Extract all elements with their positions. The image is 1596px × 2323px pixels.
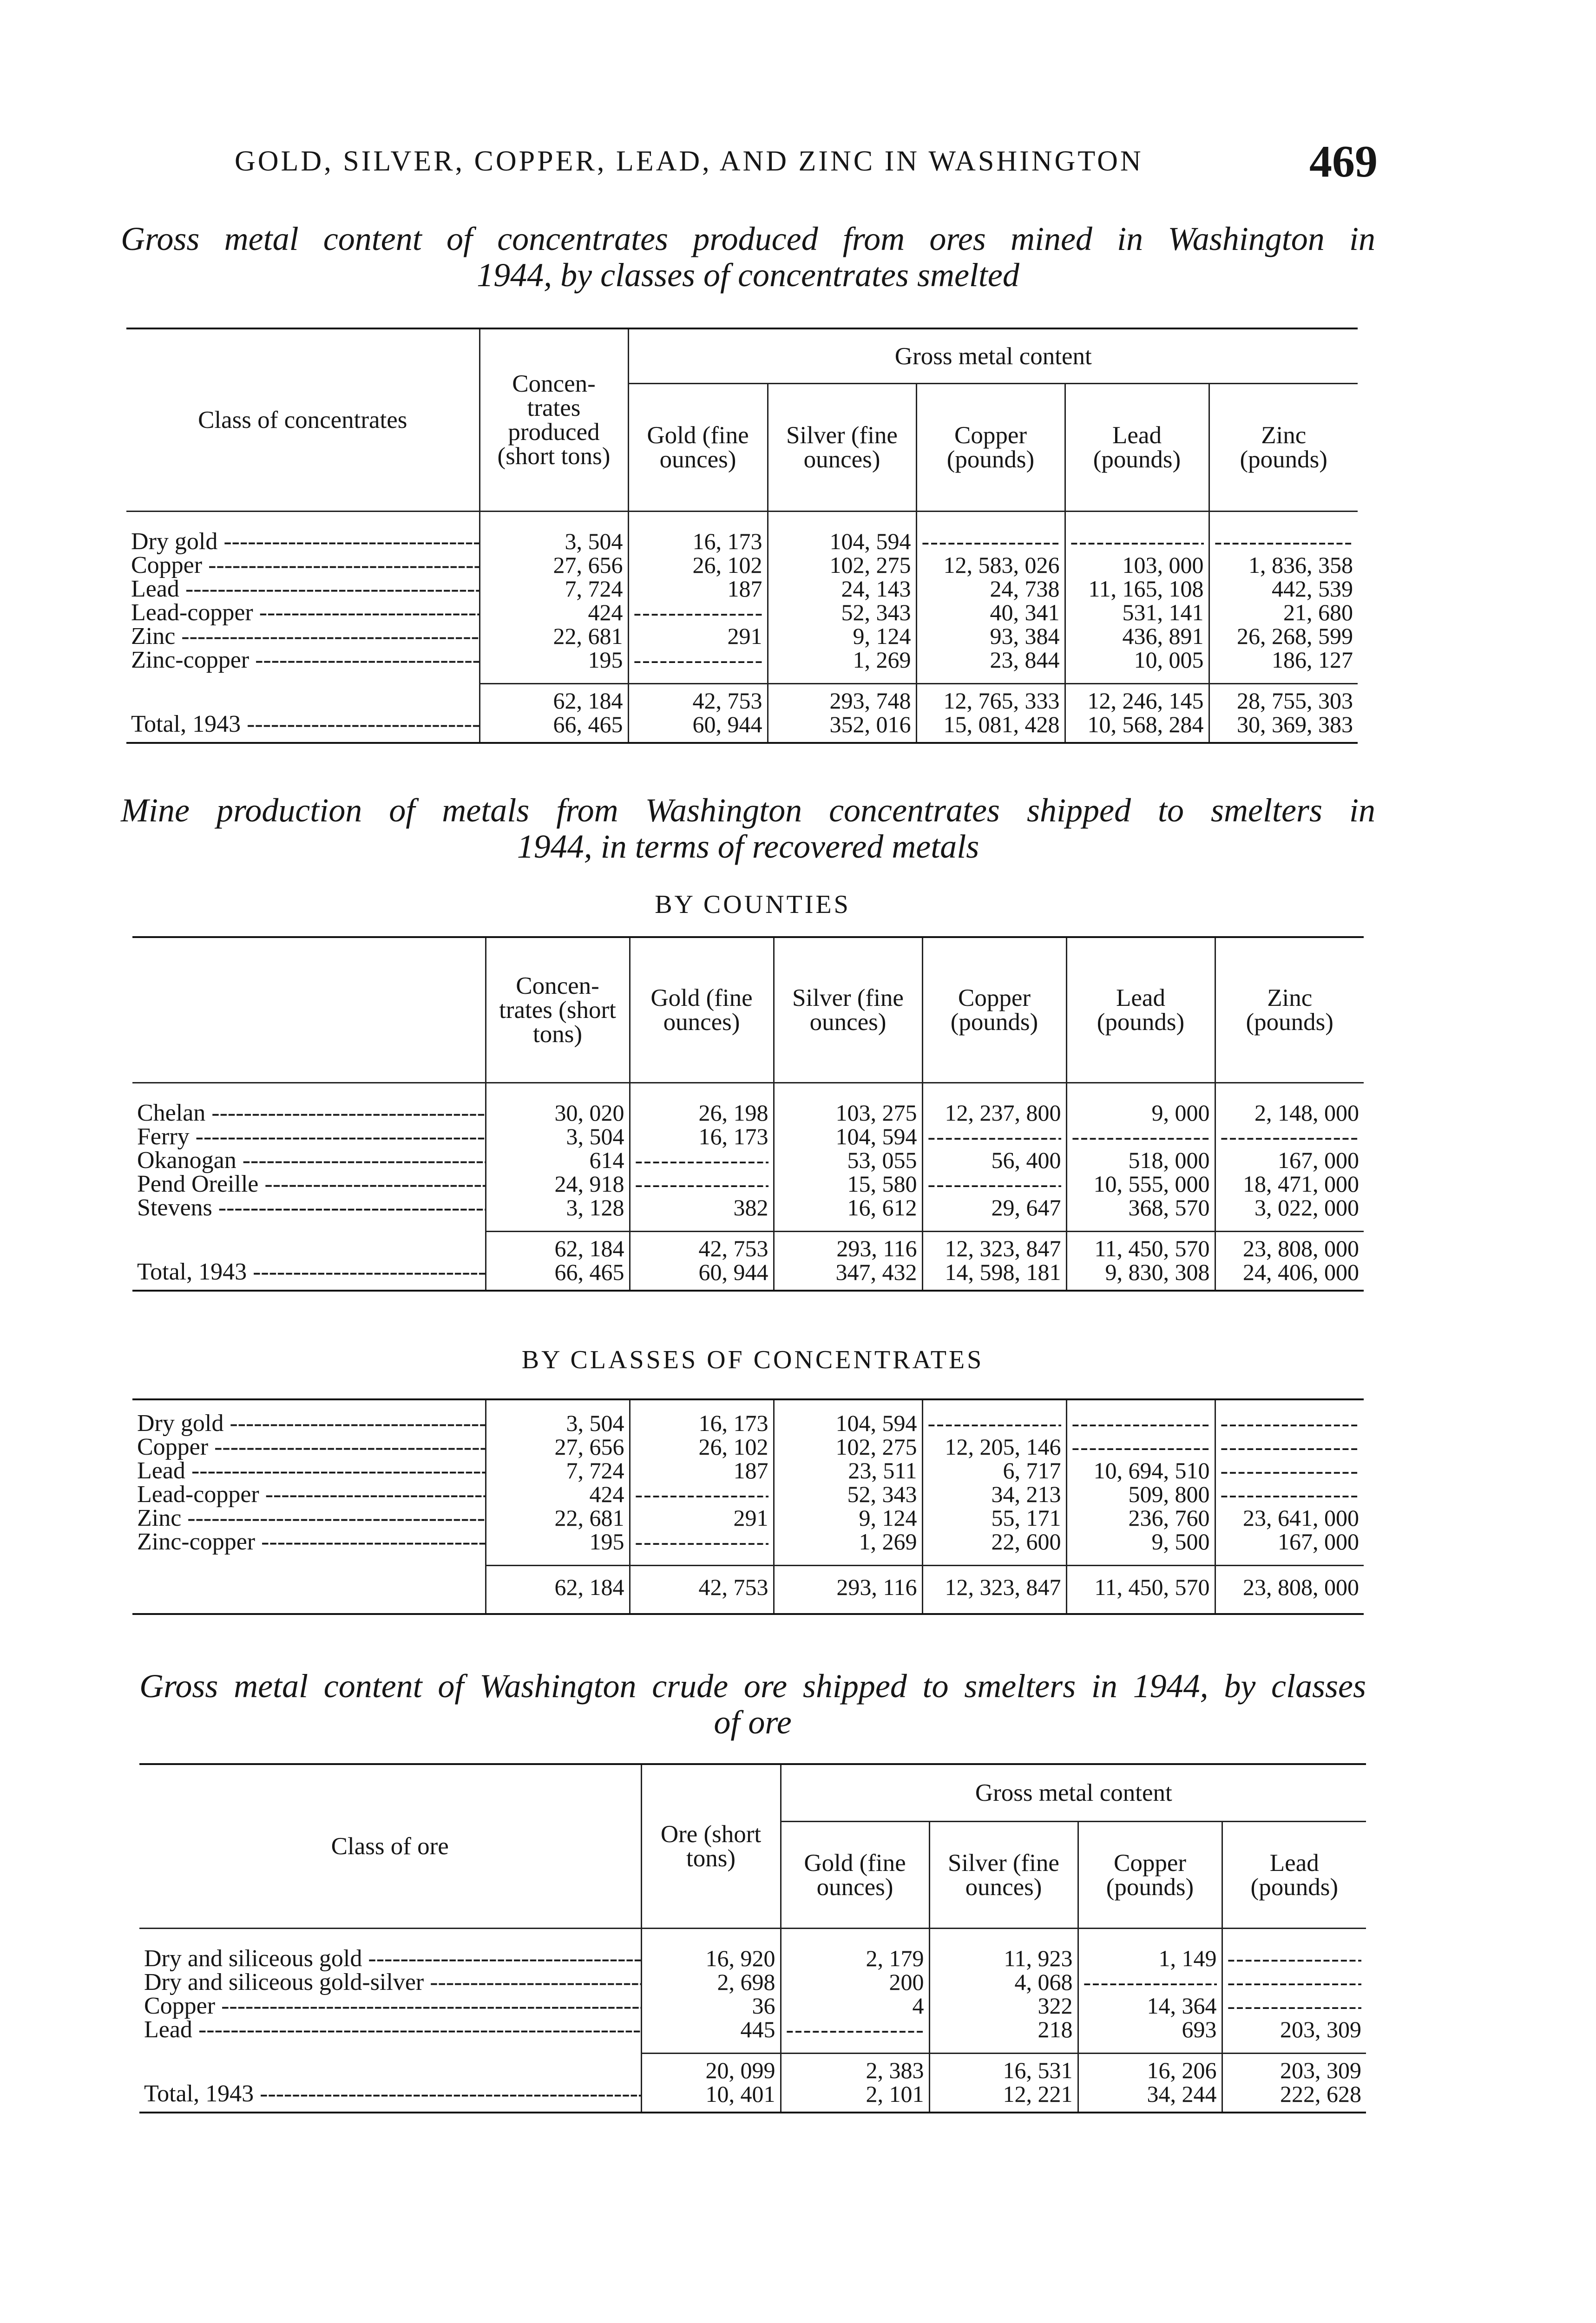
cell-value: 12, 237, 800 <box>945 1100 1061 1126</box>
cell-value: 12, 765, 333 <box>943 688 1060 714</box>
cell-value: 104, 594 <box>835 1123 917 1149</box>
table1-labels <box>126 512 479 684</box>
cell-value: 2, 179 <box>866 1945 924 1971</box>
table3-caption-line2: of ore <box>714 1704 792 1741</box>
row-label: Dry gold ----- <box>131 530 474 553</box>
total-1943-label: Total, 1943 ----- <box>144 2082 636 2106</box>
cell-value: 11, 165, 108 <box>1088 576 1204 602</box>
cell-value: 18, 471, 000 <box>1243 1171 1359 1197</box>
table2-county-labels <box>132 1083 486 1232</box>
table1-total-zinc <box>1209 684 1358 743</box>
table3-body <box>139 1929 1366 2054</box>
cell-value: 16, 206 <box>1147 2057 1217 2083</box>
cell-value: 26, 268, 599 <box>1237 623 1353 649</box>
table2-class-labels <box>132 1399 486 1566</box>
table2c-total-tons: 62, 184 <box>486 1566 630 1614</box>
table2-copper-col <box>922 1083 1066 1232</box>
cell-value: 42, 753 <box>698 1235 768 1261</box>
cell-value: 29, 647 <box>991 1194 1061 1221</box>
table2-total-copper <box>922 1232 1066 1291</box>
cell-value: 12, 221 <box>1003 2081 1073 2107</box>
cell-value: 614 <box>589 1147 624 1173</box>
cell-value: 16, 612 <box>847 1194 917 1221</box>
table3-col-lead: Lead (pounds) <box>1222 1822 1366 1929</box>
table2c-gold-col <box>630 1399 774 1566</box>
table2-total-tons <box>486 1232 630 1291</box>
table3 <box>139 1763 1366 2113</box>
empty-cell <box>1084 1970 1217 1994</box>
cell-value: 16, 920 <box>705 1945 775 1971</box>
table1-zinc-col <box>1209 512 1358 684</box>
cell-value: 7, 724 <box>565 576 623 602</box>
cell-value: 291 <box>733 1505 768 1531</box>
cell-value: 445 <box>740 2016 775 2042</box>
cell-value: 24, 738 <box>990 576 1060 602</box>
table1 <box>126 328 1358 744</box>
cell-value: 7, 724 <box>566 1457 624 1483</box>
table1-body <box>126 512 1358 684</box>
cell-value: 3, 128 <box>566 1194 624 1221</box>
cell-value: 12, 246, 145 <box>1087 688 1204 714</box>
table3-total-copper <box>1078 2054 1222 2113</box>
cell-value: 62, 184 <box>553 688 623 714</box>
county-label: Ferry ----- <box>137 1125 480 1148</box>
table1-gold-col <box>628 512 768 684</box>
cell-value: 2, 101 <box>866 2081 924 2107</box>
cell-value: 16, 173 <box>698 1410 768 1436</box>
empty-cell <box>1221 1435 1360 1459</box>
empty-cell <box>1221 1483 1360 1506</box>
table2-col-produced: Concen- trates (short tons) <box>486 937 630 1083</box>
table2-total-zinc <box>1215 1232 1364 1291</box>
empty-cell <box>634 601 762 624</box>
table1-caption <box>121 221 1375 293</box>
page-number: 469 <box>1309 137 1378 187</box>
table2-header-row <box>132 937 1364 1083</box>
page-header <box>235 136 1378 191</box>
cell-value: 4, 068 <box>1014 1969 1073 1995</box>
table2c-silver-col <box>774 1399 922 1566</box>
cell-value: 93, 384 <box>990 623 1060 649</box>
table2-total-lead <box>1066 1232 1215 1291</box>
table1-group-header: Gross metal content <box>628 328 1358 384</box>
empty-cell <box>1071 530 1204 553</box>
cell-value: 10, 555, 000 <box>1093 1171 1210 1197</box>
table2c-total-gold: 42, 753 <box>630 1566 774 1614</box>
empty-cell <box>635 1483 768 1506</box>
table3-header-row <box>139 1764 1366 1822</box>
class-label: Zinc-copper ----- <box>137 1530 480 1554</box>
table1-col-gold: Gold (fine ounces) <box>628 384 768 512</box>
cell-value: 22, 681 <box>553 623 623 649</box>
table2-total-gold <box>630 1232 774 1291</box>
cell-value: 9, 124 <box>853 623 911 649</box>
cell-value: 693 <box>1182 2016 1217 2042</box>
empty-cell <box>1221 1459 1360 1483</box>
table1-col-lead: Lead (pounds) <box>1065 384 1209 512</box>
cell-value: 15, 580 <box>847 1171 917 1197</box>
empty-cell <box>1072 1411 1210 1435</box>
row-label: Zinc-copper ----- <box>131 648 474 672</box>
cell-value: 15, 081, 428 <box>943 711 1060 737</box>
cell-value: 222, 628 <box>1280 2081 1362 2107</box>
table2-tons-col <box>486 1083 630 1232</box>
cell-value: 36 <box>752 1993 775 2019</box>
subhead-by-counties: BY COUNTIES <box>655 890 851 919</box>
empty-cell <box>1072 1435 1210 1459</box>
cell-value: 531, 141 <box>1122 599 1204 625</box>
cell-value: 6, 717 <box>1003 1457 1061 1483</box>
empty-cell <box>786 2018 924 2041</box>
cell-value: 2, 148, 000 <box>1254 1100 1359 1126</box>
cell-value: 11, 450, 570 <box>1094 1235 1210 1261</box>
cell-value: 382 <box>733 1194 768 1221</box>
row-label: Copper ----- <box>144 1994 636 2018</box>
cell-value: 167, 000 <box>1278 1147 1359 1173</box>
cell-value: 436, 891 <box>1122 623 1204 649</box>
subhead-by-classes: BY CLASSES OF CONCENTRATES <box>521 1345 984 1374</box>
table2-total-labels <box>132 1232 486 1291</box>
table2c-total-lead: 11, 450, 570 <box>1066 1566 1215 1614</box>
cell-value: 26, 102 <box>698 1434 768 1460</box>
cell-value: 14, 364 <box>1147 1993 1217 2019</box>
cell-value: 3, 504 <box>566 1123 624 1149</box>
table2c-copper-col <box>922 1399 1066 1566</box>
table3-group-header: Gross metal content <box>781 1764 1366 1822</box>
cell-value: 34, 213 <box>991 1481 1061 1507</box>
cell-value: 186, 127 <box>1272 647 1353 673</box>
cell-value: 9, 500 <box>1151 1529 1210 1555</box>
empty-cell <box>1221 1411 1360 1435</box>
cell-value: 26, 198 <box>698 1100 768 1126</box>
table2-caption-line1: Mine production of metals from Washington concentrates shipped to smelters in <box>121 792 1375 829</box>
table3-total-silver <box>929 2054 1078 2113</box>
running-title: GOLD, SILVER, COPPER, LEAD, AND ZINC IN WASHINGTON <box>235 145 1143 177</box>
row-label: Lead-copper ----- <box>131 601 474 624</box>
cell-value: 352, 016 <box>829 711 911 737</box>
cell-value: 102, 275 <box>829 552 911 578</box>
table2-gold-col <box>630 1083 774 1232</box>
table3-tons-col <box>641 1929 781 2054</box>
cell-value: 195 <box>588 647 623 673</box>
cell-value: 10, 401 <box>705 2081 775 2107</box>
cell-value: 424 <box>588 599 623 625</box>
cell-value: 55, 171 <box>991 1505 1061 1531</box>
table1-col-silver: Silver (fine ounces) <box>768 384 916 512</box>
cell-value: 42, 753 <box>692 688 762 714</box>
table3-col-ore: Ore (short tons) <box>641 1764 781 1929</box>
table1-silver-col <box>768 512 916 684</box>
cell-value: 66, 465 <box>554 1259 624 1285</box>
county-label: Okanogan ----- <box>137 1148 480 1172</box>
cell-value: 203, 309 <box>1280 2016 1362 2042</box>
table2-classes <box>132 1398 1364 1615</box>
table1-col-copper: Copper (pounds) <box>916 384 1065 512</box>
cell-value: 12, 323, 847 <box>945 1235 1061 1261</box>
cell-value: 187 <box>727 576 762 602</box>
total-1943-label: Total, 1943 ----- <box>137 1260 480 1284</box>
table3-total-gold <box>781 2054 929 2113</box>
cell-value: 3, 504 <box>565 528 623 554</box>
table3-total-labels <box>139 2054 641 2113</box>
table3-col-copper: Copper (pounds) <box>1078 1822 1222 1929</box>
table2c-lead-col <box>1066 1399 1215 1566</box>
table2-counties-body <box>132 1083 1364 1232</box>
cell-value: 2, 698 <box>717 1969 775 1995</box>
cell-value: 52, 343 <box>841 599 911 625</box>
cell-value: 34, 244 <box>1147 2081 1217 2107</box>
cell-value: 293, 116 <box>836 1235 917 1261</box>
table2-col-silver: Silver (fine ounces) <box>774 937 922 1083</box>
table3-labels <box>139 1929 641 2054</box>
cell-value: 22, 600 <box>991 1529 1061 1555</box>
cell-value: 23, 641, 000 <box>1243 1505 1359 1531</box>
empty-cell <box>1228 1994 1362 2018</box>
empty-cell <box>1228 1970 1362 1994</box>
table1-total-silver <box>768 684 916 743</box>
cell-value: 23, 844 <box>990 647 1060 673</box>
table1-total-tons <box>479 684 628 743</box>
cell-value: 16, 173 <box>692 528 762 554</box>
table2-silver-col <box>774 1083 922 1232</box>
table3-lead-col <box>1222 1929 1366 2054</box>
table2-counties-total-rows <box>132 1232 1364 1291</box>
cell-value: 322 <box>1038 1993 1073 2019</box>
cell-value: 1, 269 <box>859 1529 917 1555</box>
cell-value: 30, 369, 383 <box>1237 711 1353 737</box>
cell-value: 26, 102 <box>692 552 762 578</box>
table2c-tons-col <box>486 1399 630 1566</box>
table3-col-silver: Silver (fine ounces) <box>929 1822 1078 1929</box>
total-1943-label: Total, 1943 ----- <box>131 712 474 736</box>
cell-value: 40, 341 <box>990 599 1060 625</box>
cell-value: 66, 465 <box>553 711 623 737</box>
cell-value: 12, 205, 146 <box>945 1434 1061 1460</box>
cell-value: 103, 275 <box>835 1100 917 1126</box>
cell-value: 291 <box>727 623 762 649</box>
table1-total-gold <box>628 684 768 743</box>
cell-value: 2, 383 <box>866 2057 924 2083</box>
empty-cell <box>635 1148 768 1172</box>
table1-lead-col <box>1065 512 1209 684</box>
class-label: Zinc ----- <box>137 1506 480 1530</box>
table1-total-rows <box>126 684 1358 743</box>
table2-caption-line2: 1944, in terms of recovered metals <box>517 828 979 865</box>
cell-value: 30, 020 <box>554 1100 624 1126</box>
cell-value: 187 <box>733 1457 768 1483</box>
cell-value: 21, 680 <box>1283 599 1353 625</box>
cell-value: 28, 755, 303 <box>1237 688 1353 714</box>
cell-value: 236, 760 <box>1128 1505 1210 1531</box>
cell-value: 20, 099 <box>705 2057 775 2083</box>
row-label: Zinc ----- <box>131 624 474 648</box>
cell-value: 11, 923 <box>1004 1945 1073 1971</box>
cell-value: 56, 400 <box>991 1147 1061 1173</box>
table1-total-lead <box>1065 684 1209 743</box>
cell-value: 3, 504 <box>566 1410 624 1436</box>
table1-caption-line2: 1944, by classes of concentrates smelted <box>477 256 1019 294</box>
table1-col-class: Class of concentrates <box>126 328 479 512</box>
table1-col-produced: Concen- trates produced (short tons) <box>479 328 628 512</box>
cell-value: 24, 406, 000 <box>1243 1259 1359 1285</box>
cell-value: 62, 184 <box>554 1235 624 1261</box>
table2c-total-label <box>132 1566 486 1614</box>
cell-value: 509, 800 <box>1128 1481 1210 1507</box>
county-label: Pend Oreille ----- <box>137 1172 480 1196</box>
table1-total-labels <box>126 684 479 743</box>
table1-total-copper <box>916 684 1065 743</box>
cell-value: 9, 000 <box>1151 1100 1210 1126</box>
cell-value: 10, 005 <box>1134 647 1204 673</box>
table1-col-zinc: Zinc (pounds) <box>1209 384 1358 512</box>
table3-total-lead <box>1222 2054 1366 2113</box>
table2-col-copper: Copper (pounds) <box>922 937 1066 1083</box>
cell-value: 23, 808, 000 <box>1243 1235 1359 1261</box>
cell-value: 22, 681 <box>554 1505 624 1531</box>
row-label: Copper ----- <box>131 553 474 577</box>
table2-col-class <box>132 937 486 1083</box>
cell-value: 102, 275 <box>835 1434 917 1460</box>
cell-value: 104, 594 <box>829 528 911 554</box>
cell-value: 1, 149 <box>1158 1945 1217 1971</box>
table2c-total-silver: 293, 116 <box>774 1566 922 1614</box>
table2-classes-total-row <box>132 1566 1364 1614</box>
cell-value: 103, 000 <box>1122 552 1204 578</box>
empty-cell <box>634 648 762 672</box>
cell-value: 12, 583, 026 <box>943 552 1060 578</box>
table2-total-silver <box>774 1232 922 1291</box>
table1-header-row <box>126 328 1358 384</box>
table3-copper-col <box>1078 1929 1222 2054</box>
cell-value: 195 <box>589 1529 624 1555</box>
table3-gold-col <box>781 1929 929 2054</box>
table3-col-gold: Gold (fine ounces) <box>781 1822 929 1929</box>
empty-cell <box>928 1411 1061 1435</box>
cell-value: 518, 000 <box>1128 1147 1210 1173</box>
table2-zinc-col <box>1215 1083 1364 1232</box>
cell-value: 24, 143 <box>841 576 911 602</box>
row-label: Dry and siliceous gold-silver ----- <box>144 1970 636 1994</box>
table2-classes-body <box>132 1399 1364 1566</box>
cell-value: 53, 055 <box>847 1147 917 1173</box>
table1-copper-col <box>916 512 1065 684</box>
cell-value: 9, 124 <box>859 1505 917 1531</box>
cell-value: 203, 309 <box>1280 2057 1362 2083</box>
table3-caption-line1: Gross metal content of Washington crude ore shipped to smelters in 1944, by classes <box>139 1667 1366 1705</box>
county-label: Stevens ----- <box>137 1196 480 1220</box>
empty-cell <box>1228 1947 1362 1970</box>
table3-silver-col <box>929 1929 1078 2054</box>
cell-value: 10, 694, 510 <box>1093 1457 1210 1483</box>
table2-caption <box>121 792 1375 865</box>
empty-cell <box>635 1530 768 1554</box>
cell-value: 368, 570 <box>1128 1194 1210 1221</box>
cell-value: 104, 594 <box>835 1410 917 1436</box>
row-label: Lead ----- <box>144 2018 636 2041</box>
cell-value: 3, 022, 000 <box>1254 1194 1359 1221</box>
table2c-total-zinc: 23, 808, 000 <box>1215 1566 1364 1614</box>
class-label: Lead ----- <box>137 1459 480 1483</box>
class-label: Copper ----- <box>137 1435 480 1459</box>
cell-value: 52, 343 <box>847 1481 917 1507</box>
table2-col-zinc: Zinc (pounds) <box>1215 937 1364 1083</box>
cell-value: 167, 000 <box>1278 1529 1359 1555</box>
cell-value: 1, 836, 358 <box>1248 552 1353 578</box>
class-label: Dry gold ----- <box>137 1411 480 1435</box>
empty-cell <box>1215 530 1353 553</box>
empty-cell <box>1221 1125 1360 1148</box>
row-label: Lead ----- <box>131 577 474 601</box>
cell-value: 14, 598, 181 <box>945 1259 1061 1285</box>
cell-value: 1, 269 <box>853 647 911 673</box>
county-label: Chelan ----- <box>137 1101 480 1125</box>
cell-value: 27, 656 <box>554 1434 624 1460</box>
empty-cell <box>928 1125 1061 1148</box>
cell-value: 347, 432 <box>835 1259 917 1285</box>
table1-caption-line1: Gross metal content of concentrates produced from ores mined in Washington in <box>121 220 1375 257</box>
cell-value: 16, 173 <box>698 1123 768 1149</box>
cell-value: 9, 830, 308 <box>1105 1259 1210 1285</box>
cell-value: 4 <box>912 1993 924 2019</box>
table2c-zinc-col <box>1215 1399 1364 1566</box>
cell-value: 60, 944 <box>698 1259 768 1285</box>
cell-value: 218 <box>1038 2016 1073 2042</box>
cell-value: 200 <box>889 1969 924 1995</box>
table3-total-rows <box>139 2054 1366 2113</box>
table2c-total-copper: 12, 323, 847 <box>922 1566 1066 1614</box>
table3-col-class: Class of ore <box>139 1764 641 1929</box>
cell-value: 60, 944 <box>692 711 762 737</box>
empty-cell <box>928 1172 1061 1196</box>
table1-tons-col <box>479 512 628 684</box>
table2-col-gold: Gold (fine ounces) <box>630 937 774 1083</box>
cell-value: 27, 656 <box>553 552 623 578</box>
row-label: Dry and siliceous gold ----- <box>144 1947 636 1970</box>
cell-value: 424 <box>589 1481 624 1507</box>
empty-cell <box>922 530 1060 553</box>
table2-counties <box>132 936 1364 1292</box>
table2-col-lead: Lead (pounds) <box>1066 937 1215 1083</box>
table3-caption <box>139 1668 1366 1740</box>
cell-value: 16, 531 <box>1003 2057 1073 2083</box>
cell-value: 23, 511 <box>848 1457 917 1483</box>
cell-value: 293, 748 <box>829 688 911 714</box>
empty-cell <box>635 1172 768 1196</box>
empty-cell <box>1072 1125 1210 1148</box>
cell-value: 442, 539 <box>1272 576 1353 602</box>
cell-value: 24, 918 <box>554 1171 624 1197</box>
cell-value: 10, 568, 284 <box>1087 711 1204 737</box>
class-label: Lead-copper ----- <box>137 1483 480 1506</box>
table2-lead-col <box>1066 1083 1215 1232</box>
table3-total-tons <box>641 2054 781 2113</box>
